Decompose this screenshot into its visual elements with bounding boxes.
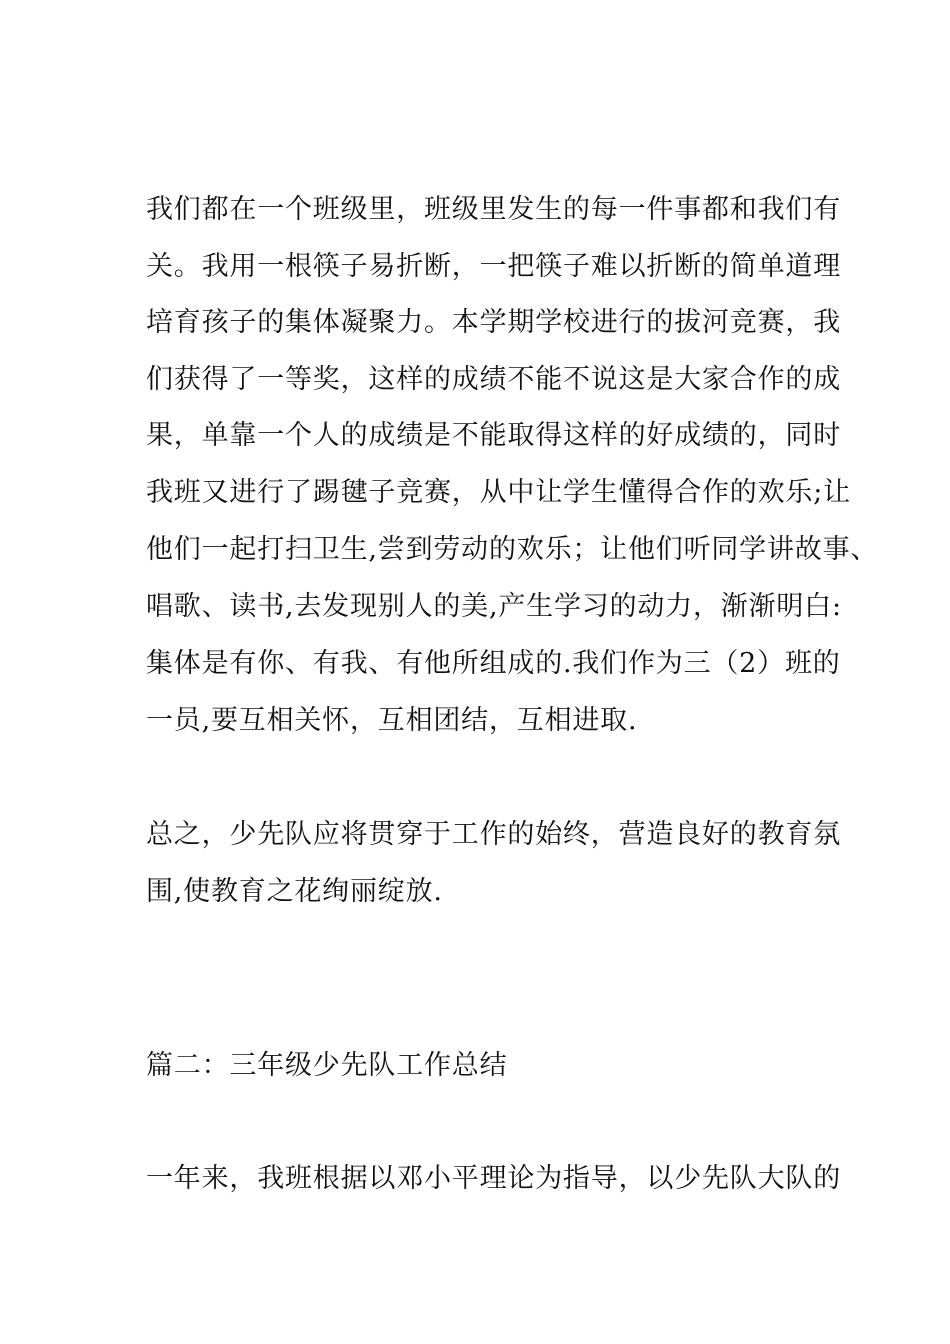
text-line: 关。我用一根筷子易折断，一把筷子难以折断的简单道理 (146, 251, 841, 282)
text-line: 他们一起打扫卫生,尝到劳动的欢乐；让他们听同学讲故事、 (146, 534, 879, 565)
text-line: 围,使教育之花绚丽绽放. (146, 876, 443, 907)
text-line: 们获得了一等奖，这样的成绩不能不说这是大家合作的成 (146, 364, 841, 395)
text-line: 我班又进行了踢毽子竞赛，从中让学生懂得合作的欢乐;让 (146, 477, 851, 508)
text-line: 总之，少先队应将贯穿于工作的始终，营造良好的教育氛 (146, 819, 841, 850)
section-heading: 篇二：三年级少先队工作总结 (146, 1050, 508, 1081)
text-line: 培育孩子的集体凝聚力。本学期学校进行的拔河竞赛，我 (146, 307, 841, 338)
text-line: 唱歌、读书,去发现别人的美,产生学习的动力，渐渐明白: (146, 591, 842, 622)
text-line: 一员,要互相关怀，互相团结，互相进取. (146, 705, 638, 736)
text-line: 集体是有你、有我、有他所组成的.我们作为三（2）班的 (146, 648, 841, 679)
text-line: 一年来，我班根据以邓小平理论为指导，以少先队大队的 (146, 1163, 841, 1194)
text-line: 我们都在一个班级里，班级里发生的每一件事都和我们有 (146, 194, 841, 225)
text-line: 果，单靠一个人的成绩是不能取得这样的好成绩的，同时 (146, 420, 841, 451)
